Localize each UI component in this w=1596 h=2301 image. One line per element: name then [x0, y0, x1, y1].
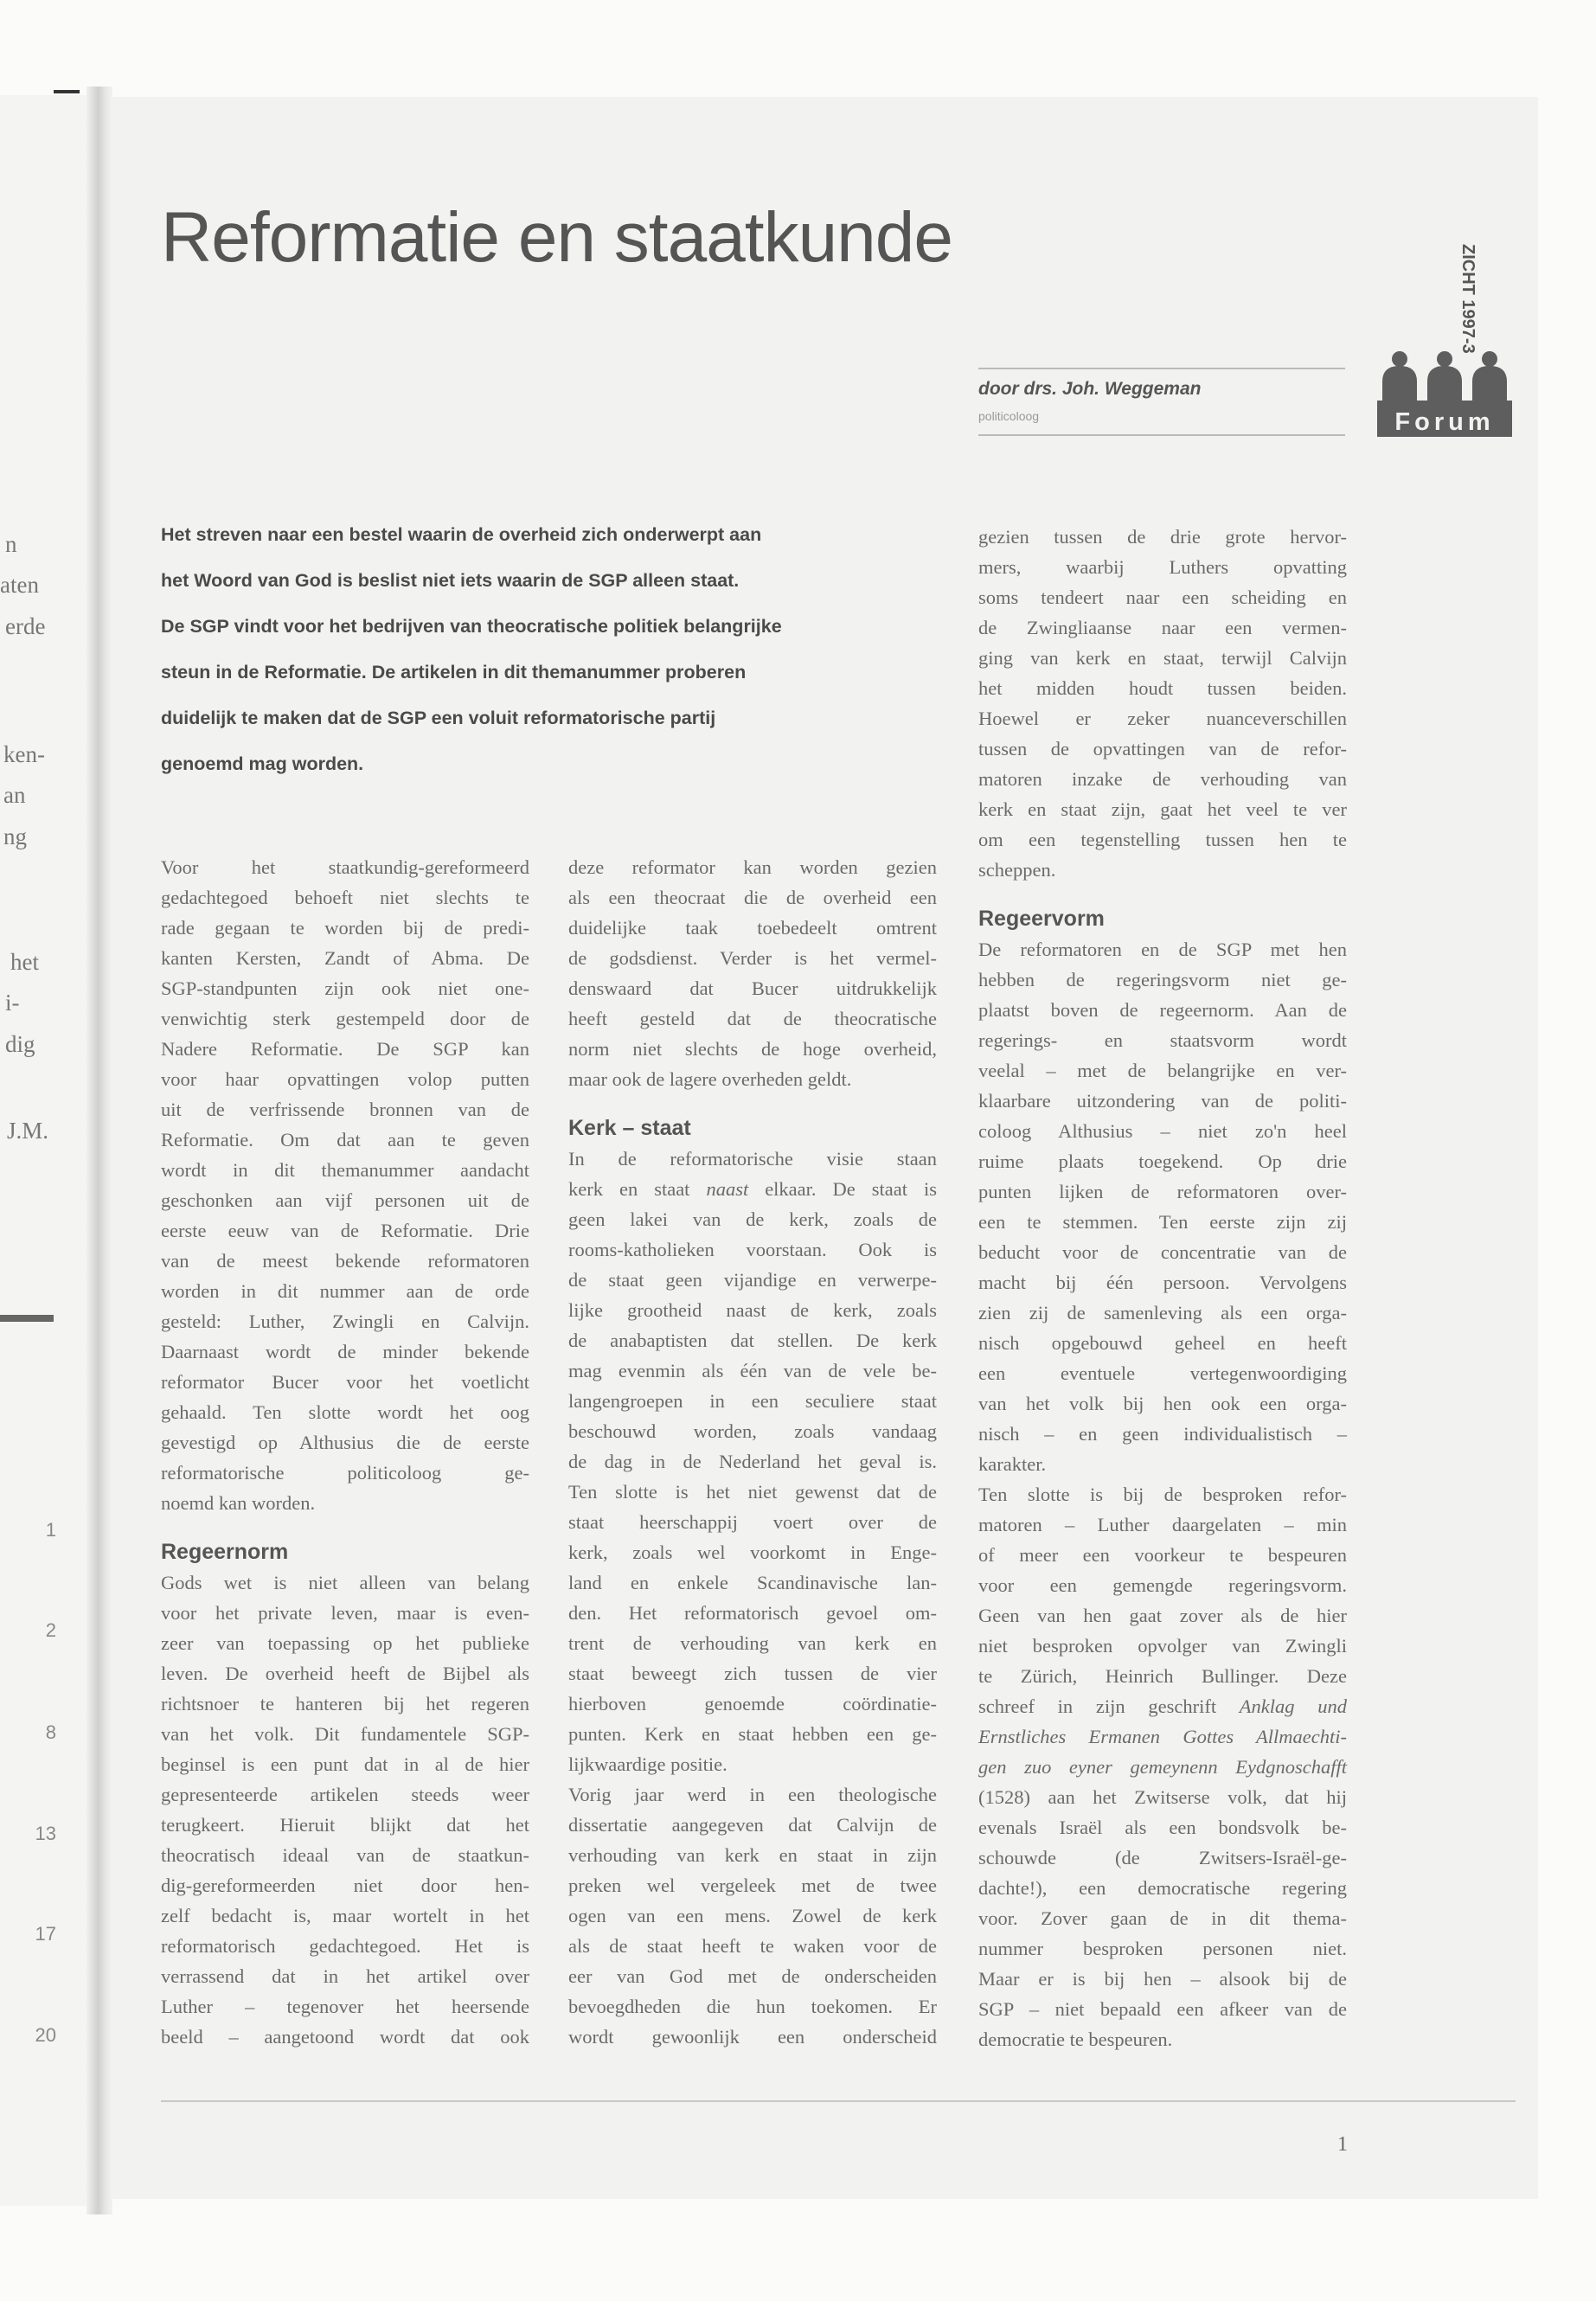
text-line: mag evenmin als één van de vele be- [568, 1360, 937, 1381]
text-line: de godsdienst. Verder is het vermel- [568, 947, 937, 969]
text-line: schouwde (de Zwitsers-Israël-ge- [978, 1847, 1347, 1868]
text-line: uit de verfrissende bronnen van de [161, 1099, 529, 1120]
body-column-1 [161, 852, 529, 2052]
previous-page-edge [0, 95, 97, 2206]
text-line: geen lakei van de kerk, zoals de [568, 1208, 937, 1230]
text-line: regerings- en staatsvorm wordt [978, 1029, 1347, 1051]
article-title: Reformatie en staatkunde [161, 198, 952, 277]
text-line: tussen de opvattingen van de refor- [978, 738, 1347, 760]
text-line: kerk, zoals wel voorkomt in Enge- [568, 1541, 937, 1563]
text-line: reformator Bucer voor het voetlicht [161, 1371, 529, 1393]
text-line: In de reformatorische visie staan [568, 1148, 937, 1170]
text-line: zien zij de samenleving als een orga- [978, 1302, 1347, 1324]
intro-line: duidelijk te maken dat de SGP een voluit reformatorische partij [161, 708, 716, 728]
text-line: als de staat heeft te waken voor de [568, 1935, 937, 1957]
text-line: mers, waarbij Luthers opvatting [978, 556, 1347, 578]
text-line: gevestigd op Althusius die de eerste [161, 1432, 529, 1453]
text-line: scheppen. [978, 859, 1056, 881]
text-line: macht bij één persoon. Vervolgens [978, 1272, 1347, 1293]
text-line: voor. Zover gaan de in dit thema- [978, 1907, 1347, 1929]
italic-text: gen zuo eyner gemeynenn Eydgnoschafft [978, 1756, 1347, 1778]
text-line: deze reformator kan worden gezien [568, 856, 937, 878]
text-line: ging van kerk en staat, terwijl Calvijn [978, 647, 1347, 669]
text-line: evenals Israël als een bondsvolk be- [978, 1817, 1347, 1838]
text-line: verrassend dat in het artikel over [161, 1965, 529, 1987]
text-line: beducht voor de concentratie van de [978, 1241, 1347, 1263]
paragraph [161, 1567, 529, 2052]
paragraph [978, 522, 1347, 885]
text-line: punten. Kerk en staat hebben een ge- [568, 1723, 937, 1745]
text-line: richtsnoer te hanteren bij het regeren [161, 1693, 529, 1715]
text-line: leven. De overheid heeft de Bijbel als [161, 1663, 529, 1684]
text-line: Vorig jaar werd in een theologische [568, 1784, 937, 1805]
text-line: hierboven genoemde coördinatie- [568, 1693, 937, 1715]
text-line: SGP – niet bepaald een afkeer van de [978, 1998, 1347, 2020]
text-line: kerk en staat zijn, gaat het veel te ver [978, 798, 1347, 820]
text-line: denswaard dat Bucer uitdrukkelijk [568, 977, 937, 999]
toc-page-number: 13 [35, 1823, 56, 1844]
text-line: gesteld: Luther, Zwingli en Calvijn. [161, 1311, 529, 1332]
paragraph [568, 1144, 937, 1779]
text-line: heeft gesteld dat de theocratische [568, 1008, 937, 1029]
text-line: een eventuele vertegenwoordiging [978, 1362, 1347, 1384]
text-line: democratie te bespeuren. [978, 2029, 1173, 2050]
text-line: verhouding van kerk en staat in zijn [568, 1844, 937, 1866]
text-line [978, 1721, 1347, 1752]
prev-page-fragment: het [10, 949, 39, 975]
text-line: gehaald. Ten slotte wordt het oog [161, 1401, 529, 1423]
text-line: beschouwd worden, zoals vandaag [568, 1420, 937, 1442]
author-byline: door drs. Joh. Weggeman [978, 379, 1202, 399]
scan-mark [54, 90, 80, 93]
section-heading: Regeervorm [978, 907, 1105, 931]
text-line: als een theocraat die de overheid een [568, 887, 937, 908]
text-line: niet besproken opvolger van Zwingli [978, 1635, 1347, 1657]
intro-line: Het streven naar een bestel waarin de overheid zich onderwerpt aan [161, 524, 762, 545]
text-line: voor haar opvattingen volop putten [161, 1068, 529, 1090]
text-line: Gods wet is niet alleen van belang [161, 1572, 529, 1593]
text-line: maar ook de lagere overheden geldt. [568, 1068, 852, 1090]
text-line: zeer van toepassing op het publieke [161, 1632, 529, 1654]
text-line: trent de verhouding van kerk en [568, 1632, 937, 1654]
text-line: Voor het staatkundig-gereformeerd [161, 856, 529, 878]
text-line: preken wel vergeleek met de twee [568, 1875, 937, 1896]
text-line: coloog Althusius – niet zo'n heel [978, 1120, 1347, 1142]
text-line: langengroepen in een seculiere staat [568, 1390, 937, 1412]
text-line: Maar er is bij hen – alsook bij de [978, 1968, 1347, 1990]
text-line: nummer besproken personen niet. [978, 1938, 1347, 1959]
text-line: veelal – met de belangrijke en ver- [978, 1060, 1347, 1081]
text-line: de staat geen vijandige en verwerpe- [568, 1269, 937, 1291]
text-line: soms tendeert naar een scheiding en [978, 586, 1347, 608]
text-line [978, 1752, 1347, 1782]
text-line: beeld – aangetoond wordt dat ook [161, 2026, 529, 2048]
text-line: een te stemmen. Ten eerste zijn zij [978, 1211, 1347, 1233]
body-column-2 [568, 852, 937, 2052]
text-line: klaarbare uitzondering van de politi- [978, 1090, 1347, 1112]
intro-line: De SGP vindt voor het bedrijven van theocratische politiek belangrijke [161, 616, 782, 637]
author-rule-bottom [978, 434, 1345, 436]
prev-page-fragment: dig [5, 1031, 35, 1057]
section-heading: Regeernorm [161, 1540, 289, 1564]
text-line: gedachtegoed behoeft niet slechts te [161, 887, 529, 908]
text-line: venwichtig sterk gestempeld door de [161, 1008, 529, 1029]
italic-text: Anklag und [1239, 1695, 1347, 1717]
text-line: Reformatie. Om dat aan te geven [161, 1129, 529, 1150]
text-line [978, 1691, 1347, 1721]
text-line: lijke grootheid naast de kerk, zoals [568, 1299, 937, 1321]
paragraph [568, 1779, 937, 2052]
text-line: of meer een voorkeur te bespeuren [978, 1544, 1347, 1566]
text-segment: schreef in zijn geschrift [978, 1695, 1240, 1717]
text-line: ruime plaats toegekend. Op drie [978, 1150, 1347, 1172]
text-line: zelf bedacht is, maar wortelt in het [161, 1905, 529, 1926]
issue-label: ZICHT 1997-3 [1458, 244, 1477, 354]
text-line: de dag in de Nederland het geval is. [568, 1451, 937, 1472]
text-line: Luther – tegenover het heersende [161, 1996, 529, 2017]
text-line: ogen van een mens. Zowel de kerk [568, 1905, 937, 1926]
paragraph [161, 852, 529, 1518]
text-line: Daarnaast wordt de minder bekende [161, 1341, 529, 1362]
text-line: eerste eeuw van de Reformatie. Drie [161, 1220, 529, 1241]
article-intro [161, 512, 922, 787]
text-line: van de meest bekende reformatoren [161, 1250, 529, 1272]
text-line: van het volk bij hen ook een orga- [978, 1393, 1347, 1414]
text-line: Geen van hen gaat zover als de hier [978, 1605, 1347, 1626]
book-spine [87, 87, 112, 2214]
text-line: reformatorische politicoloog ge- [161, 1462, 529, 1484]
text-line: eer van God met de onderscheiden [568, 1965, 937, 1987]
text-line: plaatst boven de regeernorm. Aan de [978, 999, 1347, 1021]
text-line: Nadere Reformatie. De SGP kan [161, 1038, 529, 1060]
text-line: de anabaptisten dat stellen. De kerk [568, 1330, 937, 1351]
text-line: beginsel is een punt dat in al de hier [161, 1753, 529, 1775]
text-line: lijkwaardige positie. [568, 1753, 727, 1775]
text-line: te Zürich, Heinrich Bullinger. Deze [978, 1665, 1347, 1687]
text-line: reformatorisch gedachtegoed. Het is [161, 1935, 529, 1957]
text-line: staat beweegt zich tussen de vier [568, 1663, 937, 1684]
text-line: noemd kan worden. [161, 1492, 316, 1514]
toc-page-number: 17 [35, 1923, 56, 1945]
intro-line: het Woord van God is beslist niet iets waarin de SGP alleen staat. [161, 570, 740, 591]
text-line: land en enkele Scandinavische lan- [568, 1572, 937, 1593]
text-line: nisch – en geen individualistisch – [978, 1423, 1347, 1445]
text-line: dissertatie aangegeven dat Calvijn de [568, 1814, 937, 1836]
text-line: (1528) aan het Zwitserse volk, dat hij [978, 1786, 1347, 1808]
text-line: de Zwingliaanse naar een vermen- [978, 617, 1347, 638]
text-line: matoren inzake de verhouding van [978, 768, 1347, 790]
forum-logo [1377, 350, 1512, 437]
text-line: worden in dit nummer aan de orde [161, 1280, 529, 1302]
text-line: kanten Kersten, Zandt of Abma. De [161, 947, 529, 969]
text-segment: elkaar. De staat is [748, 1178, 937, 1200]
footer-rule [161, 2100, 1516, 2102]
text-line: matoren – Luther daargelaten – min [978, 1514, 1347, 1535]
prev-page-fragment: aten [0, 572, 39, 598]
text-line: rade gegaan te worden bij de predi- [161, 917, 529, 939]
text-line: gezien tussen de drie grote hervor- [978, 526, 1347, 548]
toc-page-number: 1 [45, 1519, 56, 1541]
prev-page-divider [0, 1315, 54, 1322]
body-column-3 [978, 522, 1347, 2054]
text-segment: kerk en staat [568, 1178, 707, 1200]
prev-page-fragment: erde [5, 613, 46, 639]
toc-page-number: 8 [45, 1721, 56, 1743]
italic-text: naast [706, 1178, 749, 1200]
prev-page-fragment: ken- [3, 741, 45, 767]
text-line: geschonken aan vijf personen uit de [161, 1189, 529, 1211]
text-line: om een tegenstelling tussen hen te [978, 829, 1347, 850]
paragraph [568, 852, 937, 1094]
paragraph [978, 934, 1347, 1479]
text-line: theocratisch ideaal van de staatkun- [161, 1844, 529, 1866]
text-line: staat heerschappij voert over de [568, 1511, 937, 1533]
text-line: duidelijke taak toebedeelt omtrent [568, 917, 937, 939]
toc-page-number: 20 [35, 2024, 56, 2046]
text-line: van het volk. Dit fundamentele SGP- [161, 1723, 529, 1745]
logo-text: Forum [1394, 408, 1495, 436]
text-line: SGP-standpunten zijn ook niet one- [161, 977, 529, 999]
text-line: hebben de regeringsvorm niet ge- [978, 969, 1347, 990]
intro-line: genoemd mag worden. [161, 753, 364, 774]
section-heading: Kerk – staat [568, 1116, 691, 1140]
prev-page-fragment: an [3, 782, 26, 808]
author-rule-top [978, 368, 1345, 369]
forum-people-icon [1377, 350, 1512, 437]
text-line: voor een gemengde regeringsvorm. [978, 1574, 1347, 1596]
text-line: bevoegdheden die hun toekomen. Er [568, 1996, 937, 2017]
text-line: Ten slotte is het niet gewenst dat de [568, 1481, 937, 1503]
text-line: voor het private leven, maar is even- [161, 1602, 529, 1624]
italic-text: Ernstliches Ermanen Gottes Allmaechti- [978, 1726, 1347, 1747]
text-line: rooms-katholieken voorstaan. Ook is [568, 1239, 937, 1260]
text-line: gepresenteerde artikelen steeds weer [161, 1784, 529, 1805]
text-line: Hoewel er zeker nuanceverschillen [978, 708, 1347, 729]
text-line: karakter. [978, 1453, 1047, 1475]
text-line: wordt in dit themanummer aandacht [161, 1159, 529, 1181]
text-line: De reformatoren en de SGP met hen [978, 939, 1347, 960]
page-number: 1 [1337, 2133, 1348, 2156]
text-line: terugkeert. Hieruit blijkt dat het [161, 1814, 529, 1836]
paragraph [978, 1479, 1347, 2054]
text-line: dig-gereformeerden niet door hen- [161, 1875, 529, 1896]
text-line: het midden houdt tussen beiden. [978, 677, 1347, 699]
prev-page-fragment: J.M. [7, 1118, 49, 1144]
author-role: politicoloog [978, 409, 1040, 423]
prev-page-fragment: i- [5, 990, 20, 1016]
prev-page-fragment: n [5, 531, 17, 557]
text-line: norm niet slechts de hoge overheid, [568, 1038, 937, 1060]
text-line [568, 1174, 937, 1204]
text-line: den. Het reformatorisch gevoel om- [568, 1602, 937, 1624]
intro-line: steun in de Reformatie. De artikelen in dit themanummer proberen [161, 662, 747, 683]
text-line: Ten slotte is bij de besproken refor- [978, 1484, 1347, 1505]
text-line: punten lijken de reformatoren over- [978, 1181, 1347, 1202]
text-line: dachte!), een democratische regering [978, 1877, 1347, 1899]
text-line: nisch opgebouwd geheel en heeft [978, 1332, 1347, 1354]
text-line: wordt gewoonlijk een onderscheid [568, 2026, 937, 2048]
toc-page-number: 2 [45, 1619, 56, 1641]
prev-page-fragment: ng [3, 824, 27, 849]
